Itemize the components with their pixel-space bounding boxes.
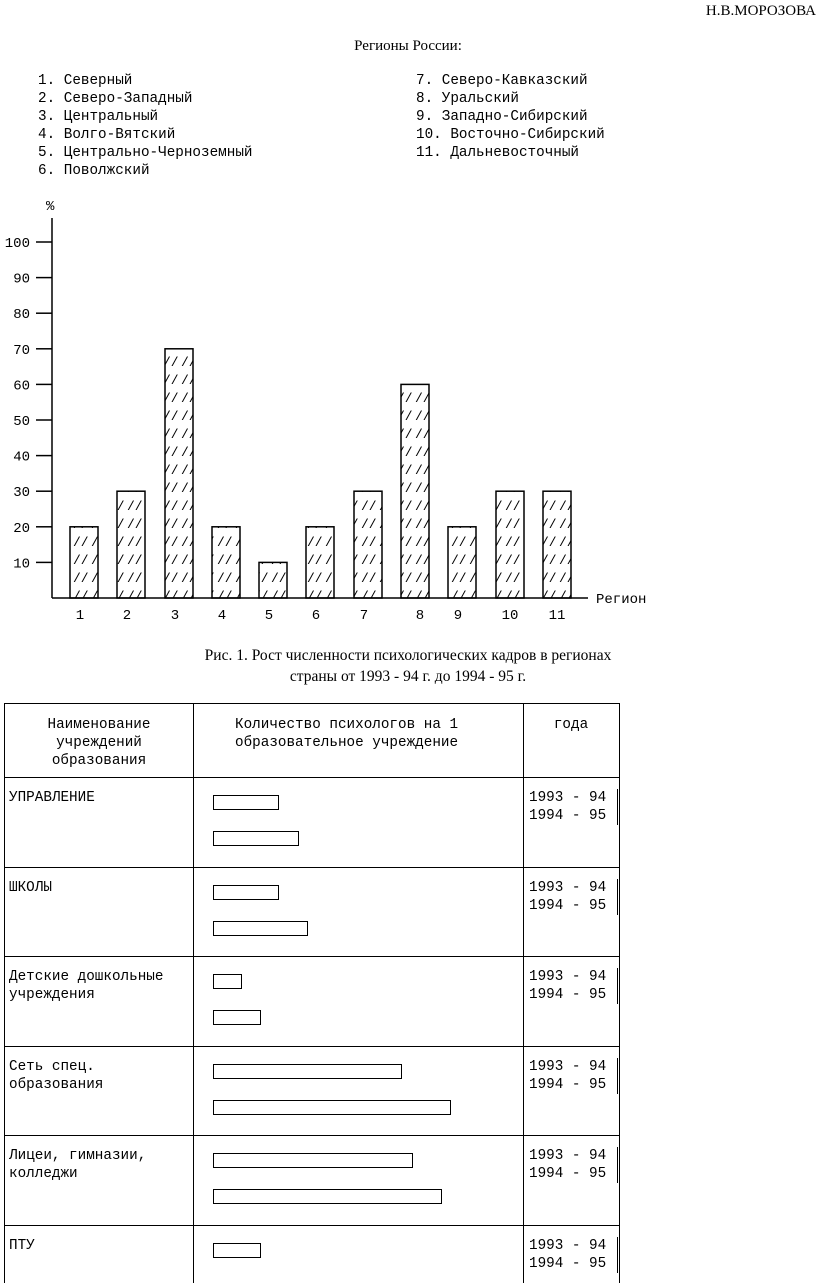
row-divider [5, 1135, 619, 1136]
header-divider [5, 777, 619, 778]
bar-chart [0, 190, 700, 630]
region-item: 1. Северный [38, 73, 133, 89]
bar [165, 349, 193, 598]
y-tick-label: 80 [13, 307, 30, 324]
x-tick-label: 9 [453, 608, 463, 624]
bar-1994-95 [213, 1100, 451, 1115]
year-bracket [617, 879, 618, 915]
bar-1993-94 [213, 1064, 402, 1079]
region-item: 11. Дальневосточный [416, 145, 580, 161]
institution-name: ШКОЛЫ [9, 879, 52, 896]
bar [306, 527, 334, 598]
y-ticks [5, 236, 52, 572]
y-tick-label: 50 [13, 414, 30, 430]
y-tick-label: 70 [13, 342, 30, 359]
header-institution: Наименование учреждений образования [47, 717, 151, 769]
y-tick-label: 30 [13, 485, 30, 502]
year-bracket [617, 1058, 618, 1094]
region-list-left [38, 72, 253, 180]
bar-1993-94 [213, 1243, 261, 1258]
bar-1994-95 [213, 1189, 442, 1204]
column-divider [193, 704, 194, 1283]
bar [448, 527, 476, 598]
bar-1993-94 [213, 885, 279, 900]
bar [259, 562, 287, 598]
bar-1994-95 [213, 831, 299, 846]
bar [401, 384, 429, 598]
bar-1993-94 [213, 974, 242, 989]
row-divider [5, 1225, 619, 1226]
row-divider [5, 867, 619, 868]
author-name: Н.В.МОРОЗОВА [705, 3, 816, 19]
y-tick-label: 20 [13, 520, 30, 537]
bar [354, 491, 382, 598]
x-axis-label: Регион [596, 592, 647, 608]
region-item: 2. Северо-Западный [38, 91, 193, 107]
x-tick-label: 8 [415, 608, 425, 624]
regions-title: Регионы России: [354, 38, 462, 54]
region-item: 9. Западно-Сибирский [416, 109, 588, 125]
header-count: Количество психологов на 1 образовательное учреждение [235, 717, 459, 751]
x-tick-label: 11 [548, 608, 566, 624]
y-axis-label: % [46, 199, 55, 215]
bar [70, 527, 98, 598]
x-ticks [76, 608, 566, 624]
region-item: 3. Центральный [38, 109, 159, 125]
y-tick-label: 40 [13, 449, 30, 466]
bar-1994-95 [213, 921, 308, 936]
y-tick-label: 10 [13, 556, 30, 573]
region-list-right [416, 72, 605, 162]
row-divider [5, 1046, 619, 1047]
year-labels: 1993 - 94 1994 - 95 [529, 969, 607, 1003]
institution-name: Детские дошкольные учреждения [9, 969, 164, 1003]
chart-bars [70, 349, 571, 598]
bar-1994-95 [213, 1010, 261, 1025]
region-item: 8. Уральский [416, 91, 519, 107]
region-item: 5. Центрально-Черноземный [38, 145, 253, 161]
column-divider [523, 704, 524, 1283]
year-labels: 1993 - 94 1994 - 95 [529, 790, 607, 824]
caption-line: страны от 1993 - 94 г. до 1994 - 95 г. [289, 668, 527, 685]
region-item: 7. Северо-Кавказский [416, 73, 588, 89]
psychologists-table [4, 703, 620, 1283]
x-tick-label: 10 [501, 608, 519, 624]
bar [496, 491, 524, 598]
y-tick-label: 90 [13, 271, 30, 288]
year-labels: 1993 - 94 1994 - 95 [529, 1058, 607, 1093]
x-tick-label: 1 [75, 608, 85, 624]
institution-name: УПРАВЛЕНИЕ [9, 790, 95, 806]
x-tick-label: 4 [217, 608, 227, 624]
bar-1993-94 [213, 1153, 413, 1168]
x-tick-label: 7 [359, 608, 369, 624]
bar [543, 491, 571, 598]
bar [117, 491, 145, 598]
year-bracket [617, 789, 618, 825]
y-tick-label: 100 [4, 236, 30, 252]
year-bracket [617, 1147, 618, 1183]
year-bracket [617, 1237, 618, 1273]
institution-name: Сеть спец. образования [9, 1058, 104, 1093]
institution-name: ПТУ [9, 1237, 35, 1254]
x-tick-label: 5 [264, 608, 274, 624]
bar-1993-94 [213, 795, 279, 810]
x-tick-label: 3 [170, 608, 180, 624]
x-tick-label: 2 [122, 608, 132, 624]
institution-name: Лицеи, гимназии, колледжи [9, 1148, 147, 1182]
y-tick-label: 60 [13, 378, 30, 395]
bar [212, 527, 240, 598]
region-item: 10. Восточно-Сибирский [416, 127, 605, 143]
region-item: 6. Поволжский [38, 163, 150, 179]
year-labels: 1993 - 94 1994 - 95 [529, 879, 607, 914]
header-years: года [553, 717, 589, 733]
region-item: 4. Волго-Вятский [38, 127, 176, 143]
x-tick-label: 6 [311, 608, 321, 624]
row-divider [5, 956, 619, 957]
year-bracket [617, 968, 618, 1004]
year-labels: 1993 - 94 1994 - 95 [529, 1237, 607, 1272]
caption-line: Рис. 1. Рост численности психологических кадров в регионах [204, 647, 612, 664]
figure-caption [0, 645, 816, 687]
year-labels: 1993 - 94 1994 - 95 [529, 1148, 607, 1182]
